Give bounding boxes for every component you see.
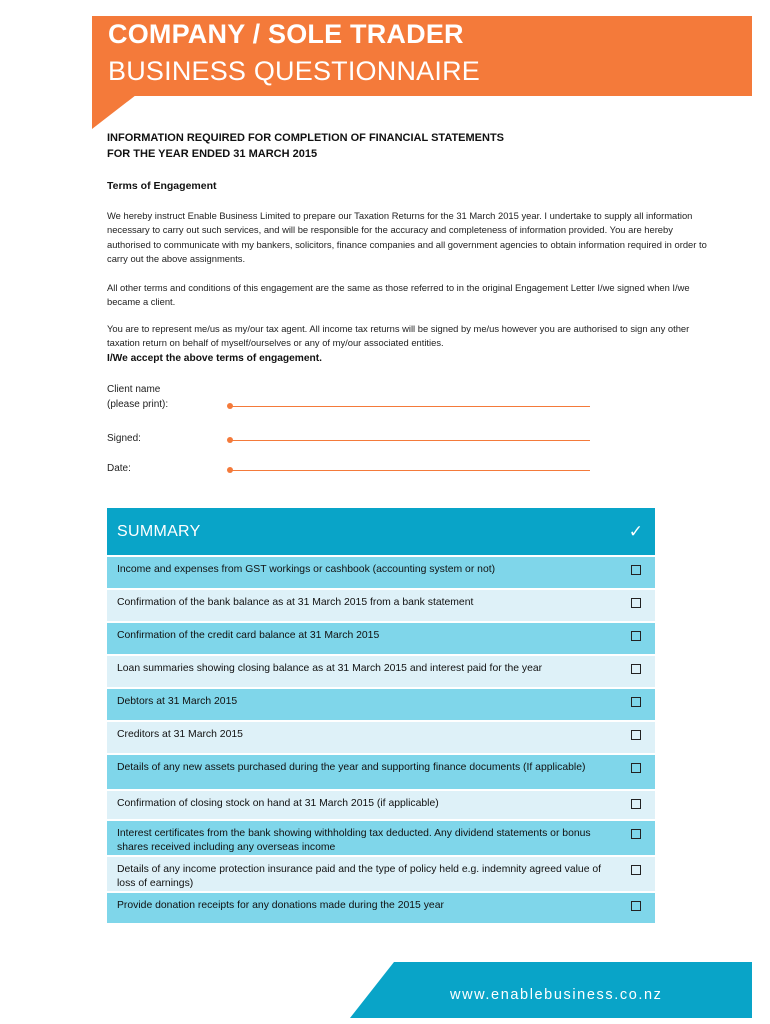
signed-line-dot — [227, 437, 233, 443]
title-company-sole-trader: COMPANY / SOLE TRADER — [108, 19, 464, 49]
checkbox-icon[interactable] — [631, 631, 641, 641]
date-line-dot — [227, 467, 233, 473]
summary-row — [107, 855, 655, 891]
summary-row — [107, 891, 655, 923]
terms-paragraph-3: You are to represent me/us as my/our tax agent. All income tax returns will be signed by me/us however you are authorised to sign any other taxation return on behalf of myself/ourselves or any of my/our associated entities. — [107, 323, 690, 349]
client-name-label-line1: Client name — [107, 384, 161, 395]
summary-row — [107, 687, 655, 720]
checkbox-icon[interactable] — [631, 763, 641, 773]
footer-website-link[interactable]: www.enablebusiness.co.nz — [450, 987, 663, 1003]
checkbox-icon[interactable] — [631, 697, 641, 707]
summary-row — [107, 555, 655, 588]
client-name-label-line2: (please print): — [107, 399, 169, 410]
summary-item-text: Details of any income protection insurance paid and the type of policy held e.g. indemnity agreed value of loss of earnings) — [117, 864, 602, 889]
summary-item-text: Loan summaries showing closing balance as at 31 March 2015 and interest paid for the year — [117, 663, 543, 674]
date-label: Date: — [107, 463, 131, 474]
summary-item-text: Confirmation of closing stock on hand at 31 March 2015 (if applicable) — [117, 798, 439, 809]
summary-header — [107, 508, 655, 555]
client-name-input-line[interactable] — [230, 406, 590, 407]
checkbox-icon[interactable] — [631, 901, 641, 911]
checkbox-icon[interactable] — [631, 565, 641, 575]
title-business-questionnaire: BUSINESS QUESTIONNAIRE — [108, 56, 480, 86]
signed-label: Signed: — [107, 433, 141, 444]
info-heading — [107, 130, 504, 162]
checkbox-icon[interactable] — [631, 829, 641, 839]
checkbox-icon[interactable] — [631, 730, 641, 740]
summary-item-text: Interest certificates from the bank showing withholding tax deducted. Any dividend statements or bonus shares received including any overseas income — [117, 828, 591, 853]
summary-item-text: Income and expenses from GST workings or cashbook (accounting system or not) — [117, 564, 496, 575]
summary-row — [107, 720, 655, 753]
summary-row — [107, 654, 655, 687]
info-heading-line2: FOR THE YEAR ENDED 31 MARCH 2015 — [107, 148, 318, 160]
header-banner-tail — [92, 95, 136, 129]
summary-item-text: Details of any new assets purchased during the year and supporting finance documents (If applicable) — [117, 762, 586, 773]
terms-title: Terms of Engagement — [107, 180, 217, 192]
summary-row — [107, 789, 655, 819]
summary-item-text: Confirmation of the bank balance as at 31 March 2015 from a bank statement — [117, 597, 474, 608]
terms-paragraph-1: We hereby instruct Enable Business Limited to prepare our Taxation Returns for the 31 March 2015 year. I undertake to supply all information necessary to carry out such services, and will be responsible for the accuracy and completeness of information provided. You are hereby authorised to communicate with my bankers, solicitors, finance companies and all government agencies to obtain information required in order to carry out the above assignments. — [107, 210, 707, 264]
checkbox-icon[interactable] — [631, 799, 641, 809]
info-heading-line1: INFORMATION REQUIRED FOR COMPLETION OF FINANCIAL STATEMENTS — [107, 132, 505, 144]
signed-input-line[interactable] — [230, 440, 590, 441]
checkbox-icon[interactable] — [631, 664, 641, 674]
client-name-label — [107, 382, 168, 412]
summary-row — [107, 753, 655, 789]
summary-item-text: Provide donation receipts for any donations made during the 2015 year — [117, 900, 444, 911]
summary-row — [107, 621, 655, 654]
summary-item-text: Creditors at 31 March 2015 — [117, 729, 243, 740]
terms-paragraph-2: All other terms and conditions of this engagement are the same as those referred to in the original Engagement Letter I/we signed when I/we became a client. — [107, 282, 690, 308]
summary-item-text: Confirmation of the credit card balance at 31 March 2015 — [117, 630, 380, 641]
checkmark-icon: ✓ — [628, 521, 643, 541]
checkbox-icon[interactable] — [631, 865, 641, 875]
checkbox-icon[interactable] — [631, 598, 641, 608]
client-name-line-dot — [227, 403, 233, 409]
accept-statement: I/We accept the above terms of engagement. — [107, 353, 322, 364]
summary-row — [107, 588, 655, 621]
summary-row — [107, 819, 655, 855]
summary-table — [107, 508, 655, 923]
summary-item-text: Debtors at 31 March 2015 — [117, 696, 238, 707]
date-input-line[interactable] — [230, 470, 590, 471]
summary-title: SUMMARY — [117, 522, 201, 540]
